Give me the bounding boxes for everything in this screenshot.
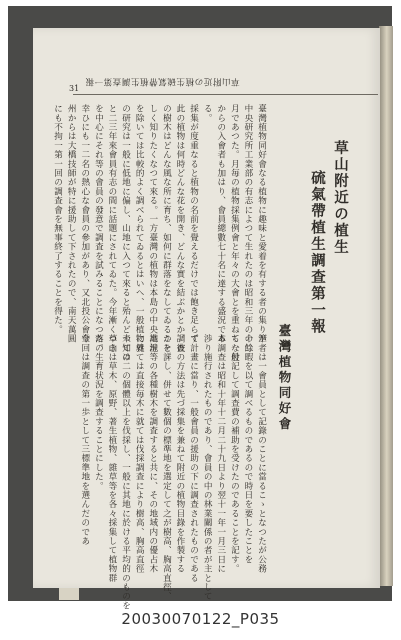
running-head: 草山附近の植生硫氣帶植生調查第一報 bbox=[85, 76, 240, 86]
text-line: 採集が度重なると植物の名前を覺えるだけでは飽き足らず bbox=[188, 104, 199, 344]
book-spine-edge bbox=[379, 26, 393, 586]
article-author: 臺灣植物同好會 bbox=[277, 324, 292, 433]
text-line: ことゝし、併せて數個の標準地を選定して之が樹高、胸高直徑、 bbox=[161, 334, 172, 601]
text-line: て計畫に當り、一般會員の援助の下に調查されたものである bbox=[188, 334, 199, 583]
header-rule bbox=[73, 94, 378, 95]
text-line: を除いては比較的よく調べられてゐるとはいへ、一般植物界 bbox=[134, 104, 145, 353]
text-line: と二三年來會員有志の間に話題にされてゐた。今年漸く草山 bbox=[106, 104, 117, 353]
text-line: る。 bbox=[202, 104, 213, 123]
text-line: に就ては直接毎木に就ては伐採調查により樹高、胸高直徑 bbox=[134, 334, 145, 574]
paper-tape-mark bbox=[59, 588, 79, 600]
text-line: 臺灣植物同好會なる植物に趣味と愛着を有する者の集りが bbox=[256, 104, 267, 344]
text-line: ちな付記して調查費の補助を受けたのであることを記す。 bbox=[229, 334, 240, 574]
article-subtitle: 硫氣帶植生調查第一報 bbox=[309, 170, 326, 335]
text-line: 今回は調查の第一歩として三標準地を選んだのであ bbox=[79, 334, 90, 546]
text-line: 筆者は一會員として記錄のことに當るこゝとなつたが公務 bbox=[256, 334, 267, 574]
text-line: にも不拘一第一回の調查會を無事終了することを得た。 bbox=[52, 104, 63, 334]
text-line: 中央研究所工業部の有志によつて生れたのは昭和三年の十二 bbox=[242, 104, 253, 353]
book-page bbox=[33, 28, 380, 610]
text-line: 渉り施行されたものであり、會員の中の林業關係の者が主として bbox=[202, 334, 213, 601]
text-line: つては二の個體以上を伐採し、一般に其地に於ける平均的のものを bbox=[120, 334, 131, 610]
text-line: 月であつた。月毎の植物採集例會と年々の大會とを重ねて一般 bbox=[229, 104, 240, 362]
text-line: しく知りたくなつて來る。一方臺灣の植物は本島の中央高地 bbox=[147, 104, 158, 353]
article-title: 草山附近の植生 bbox=[332, 140, 349, 256]
page-number: 31 bbox=[69, 84, 80, 93]
text-line: 州からは大橋技師が特に援助して下されたので、南天萬圓 bbox=[66, 104, 77, 344]
text-line: の餘暇を以て調べるものであるので時日を要したことを bbox=[242, 334, 253, 564]
scanned-page-photo bbox=[8, 6, 392, 610]
text-line: を中心にそれ等の會員の發意で調査を試みることになつた。 bbox=[93, 104, 104, 353]
archive-caption: 20030070122_P035 bbox=[121, 610, 280, 628]
text-line: 此の植物は何時どんな花を開き、どんな實を結ぶかとか、彼 bbox=[174, 104, 185, 353]
text-line: 本調查は昭和十年十二月二十九日より翌十一年一月三日に bbox=[215, 334, 226, 574]
text-line: 幸ひにも一二名の熱心な會員の參加があり、又北投公會堂 bbox=[79, 104, 90, 344]
text-line: 落の生育状況を調查することにした。 bbox=[93, 334, 104, 491]
text-line: 地況等の各種樹木を調査すると共に、その地域内の優占木 bbox=[147, 334, 158, 574]
text-line: の研究は一般に低地に偏し、山地に入つて來ると殆んど未知の bbox=[120, 104, 131, 362]
text-line: 調查の方法は先づ採集を兼ねて附近の植物目錄を作製する bbox=[174, 334, 185, 574]
text-line: つきは草木、原野、著生植物、雜草等を各々採集して植物群 bbox=[106, 334, 117, 583]
text-line: の樹木はどんな風な所に育ち、如何に群落をなしてゐるかを詳 bbox=[161, 104, 172, 362]
text-line: からの入會者も加はり、會員總數七十名に達する盛況であ bbox=[215, 104, 226, 344]
